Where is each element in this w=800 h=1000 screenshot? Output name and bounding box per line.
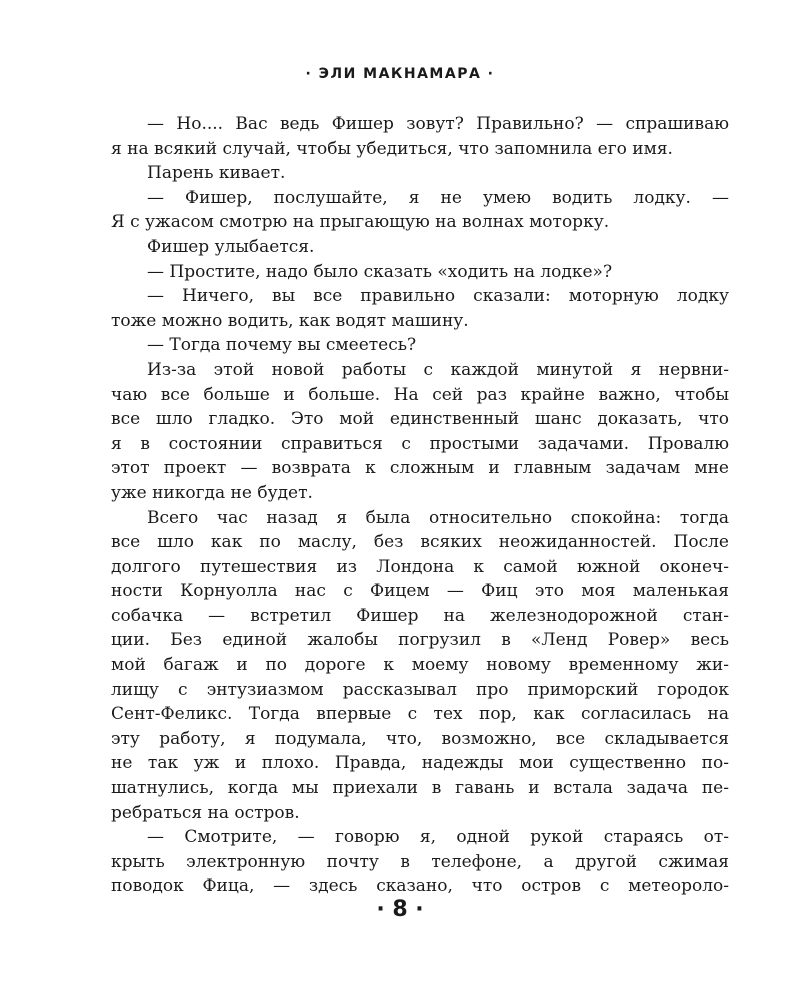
text-line: поводок Фица, — здесь сказано, что остров с метеороло-	[111, 876, 729, 897]
text-line: тоже можно водить, как водят машину.	[111, 310, 469, 331]
page-number: · 8 ·	[376, 897, 424, 922]
running-header: · ЭЛИ МАКНАМАРА ·	[305, 66, 495, 82]
text-line: — Тогда почему вы смеетесь?	[147, 335, 417, 356]
text-line: крыть электронную почту в телефоне, а другой сжимая	[111, 851, 729, 872]
text-line: ности Корнуолла нас с Фицем — Фиц это моя маленькая	[111, 581, 729, 602]
text-line: — Простите, надо было сказать «ходить на лодке»?	[147, 261, 613, 282]
text-line: — Но.... Вас ведь Фишер зовут? Правильно? — спрашиваю	[147, 114, 729, 134]
text-line: Я с ужасом смотрю на прыгающую на волнах моторку.	[111, 212, 610, 233]
text-line: собачка — встретил Фишер на железнодорожной стан-	[111, 605, 729, 626]
text-line: Из-за этой новой работы с каждой минутой я нервни-	[147, 359, 729, 380]
text-line: мой багаж и по дороге к моему новому временному жи-	[111, 655, 729, 676]
text-line: — Смотрите, — говорю я, одной рукой стараясь от-	[147, 827, 729, 848]
text-line: эту работу, я подумала, что, возможно, все складывается	[111, 728, 729, 749]
text-line: — Ничего, вы все правильно сказали: моторную лодку	[147, 286, 729, 307]
text-line: я на всякий случай, чтобы убедиться, что запомнила его имя.	[111, 138, 673, 159]
text-line: лищу с энтузиазмом рассказывал про приморский городок	[111, 679, 729, 700]
text-line: не так уж и плохо. Правда, надежды мои существенно по-	[111, 753, 729, 774]
text-line: долгого путешествия из Лондона к самой южной оконеч-	[111, 556, 729, 577]
text-line: все шло как по маслу, без всяких неожиданностей. После	[111, 532, 729, 553]
text-line: Сент-Феликс. Тогда впервые с тех пор, как согласилась на	[111, 704, 729, 725]
text-line: я в состоянии справиться с простыми задачами. Провалю	[111, 433, 729, 454]
text-line: этот проект — возврата к сложным и главным задачам мне	[111, 458, 729, 479]
text-line: ребраться на остров.	[111, 802, 300, 823]
text-line: — Фишер, послушайте, я не умею водить лодку. —	[147, 187, 729, 208]
text-line: Фишер улыбается.	[147, 236, 315, 257]
body-text	[111, 112, 729, 899]
text-line: ции. Без единой жалобы погрузил в «Ленд Ровер» весь	[111, 630, 729, 651]
text-line: все шло гладко. Это мой единственный шанс доказать, что	[111, 409, 729, 430]
text-line: уже никогда не будет.	[111, 482, 313, 503]
text-line: Всего час назад я была относительно спокойна: тогда	[147, 507, 729, 528]
text-line: шатнулись, когда мы приехали в гавань и встала задача пе-	[111, 778, 729, 799]
text-line: Парень кивает.	[147, 163, 286, 184]
text-line: чаю все больше и больше. На сей раз крайне важно, чтобы	[111, 384, 729, 405]
